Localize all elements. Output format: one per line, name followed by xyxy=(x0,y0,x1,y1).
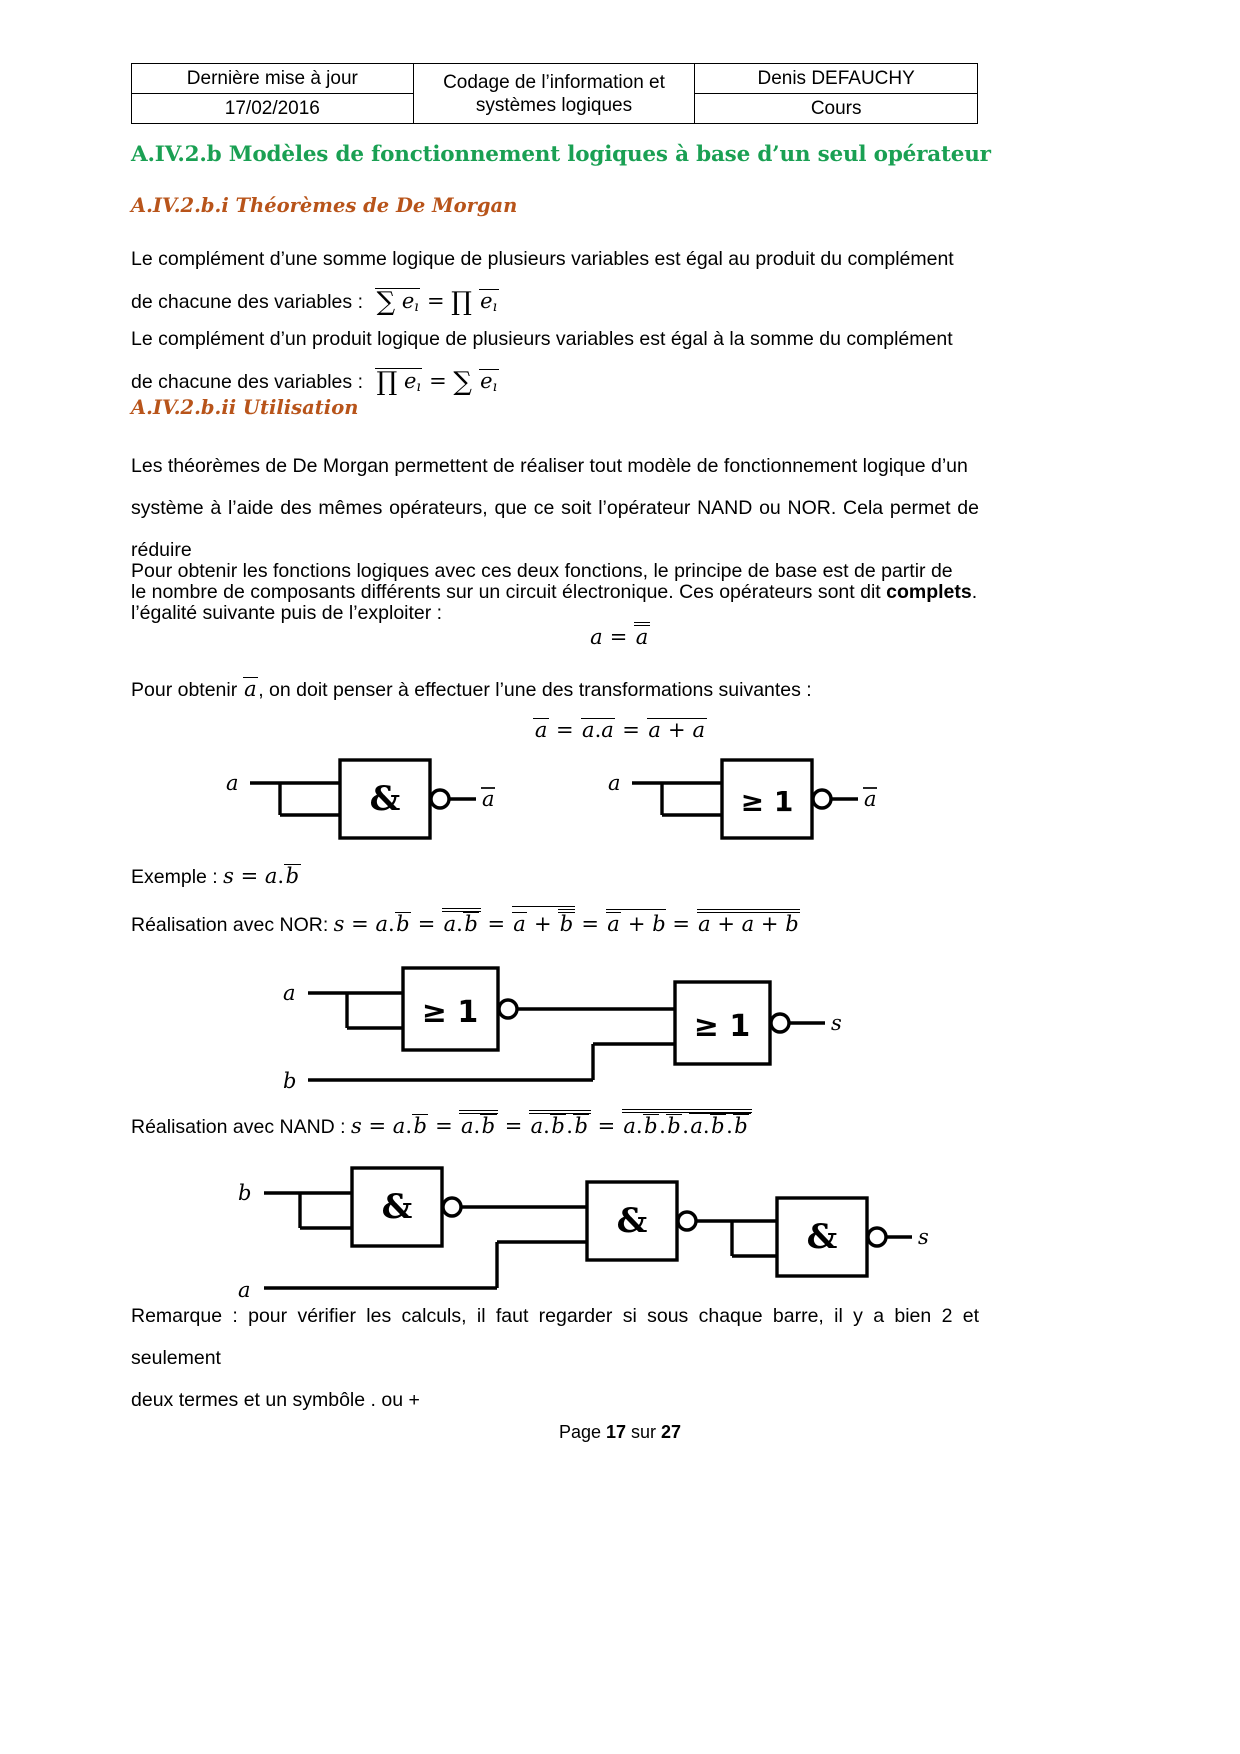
footer-page-number: 17 xyxy=(605,1422,627,1442)
paragraph-pour-obtenir-suffix: , on doit penser à effectuer l’une des transformations suivantes : xyxy=(258,679,812,701)
header-cell-last-update-label: Dernière mise à jour xyxy=(132,64,414,94)
nor-circuit-gate1-symbol: ≥ 1 xyxy=(421,995,479,1030)
formula-product-complement: ∏ $e_ı$ = ∑ $e_ı$ xyxy=(376,367,498,397)
paragraph-realisation-nand xyxy=(131,1105,979,1148)
formula-abar-transformations: a = a.a = a + a xyxy=(534,718,706,742)
exemple-label: Exemple : xyxy=(131,866,224,888)
header-title-line1: Codage de l’information et xyxy=(443,71,665,93)
header-title-line2: systèmes logiques xyxy=(475,94,633,116)
nor-gate-symbol: ≥ 1 xyxy=(740,785,794,818)
logic-diagram-nand-circuit xyxy=(232,1160,942,1305)
nor-inverter-input-label: a xyxy=(608,771,621,795)
realisation-nor-label: Réalisation avec NOR: xyxy=(131,914,334,936)
nor-circuit-output-label: s xyxy=(831,1011,842,1035)
nand-circuit-svg xyxy=(232,1160,942,1305)
realisation-nand-label: Réalisation avec NAND : xyxy=(131,1116,352,1138)
nor-circuit-svg xyxy=(275,960,875,1110)
paragraph-de-morgan-1 xyxy=(131,238,979,323)
remarque-line-1: Remarque : pour vérifier les calculs, il faut regarder si sous chaque barre, il y a bien 2 et seulement xyxy=(131,1305,979,1369)
header-cell-date: 17/02/2016 xyxy=(132,94,414,124)
logic-diagram-nor-inverter xyxy=(600,755,900,855)
paragraph-realisation-nor xyxy=(131,903,979,946)
footer-prefix: Page xyxy=(558,1422,606,1442)
paragraph-de-morgan-1-text: Le complément d’une somme logique de plusieurs variables est égal au produit du complément de chacune des variables : xyxy=(131,248,954,313)
nand-inverter-input-label: a xyxy=(226,771,239,795)
footer-total-pages: 27 xyxy=(661,1422,682,1442)
paragraph-pour-obtenir-abar xyxy=(131,668,979,711)
nor-circuit-input-a-label: a xyxy=(283,981,296,1005)
paragraph-pour-obtenir-prefix: Pour obtenir xyxy=(131,679,243,701)
logic-diagram-nor-circuit xyxy=(275,960,875,1110)
nand-circuit-input-a-label: a xyxy=(238,1278,251,1302)
paragraph-principe-line-2: l’égalité suivante puis de l’exploiter : xyxy=(131,602,443,624)
section-heading-sub-1: A.IV.2.b.i Théorèmes de De Morgan xyxy=(131,194,518,217)
formula-sum-complement: ∑ $e_ı$ = ∏ $e_ı$ xyxy=(376,287,498,317)
paragraph-remarque xyxy=(131,1295,979,1421)
exemple-formula: s = a.b xyxy=(223,864,300,888)
header-table xyxy=(131,63,978,124)
header-cell-title xyxy=(413,64,695,124)
realisation-nor-formula: s = a.b = a.b = a + b = a + b = a + a + b xyxy=(334,912,800,936)
nand-circuit-input-b-label: b xyxy=(238,1181,252,1205)
nand-inverter-svg xyxy=(218,755,508,855)
header-cell-doc-type: Cours xyxy=(695,94,978,124)
paragraph-utilisation-line-3-b: . xyxy=(971,581,978,603)
nor-inverter-svg xyxy=(600,755,900,855)
footer-middle: sur xyxy=(626,1422,662,1442)
section-heading-sub-2: A.IV.2.b.ii Utilisation xyxy=(131,396,359,419)
formula-a-equals-double-bar-a: a = a xyxy=(0,622,1240,650)
remarque-line-2: deux termes et un symbôle . ou + xyxy=(131,1389,420,1411)
paragraph-utilisation-line-2: système à l’aide des mêmes opérateurs, que ce soit l’opérateur NAND ou NOR. Cela permet de réduire xyxy=(131,497,979,561)
paragraph-exemple xyxy=(131,855,979,898)
nor-circuit-gate2-symbol: ≥ 1 xyxy=(693,1009,751,1044)
nand-gate-symbol: & xyxy=(369,779,401,819)
section-heading-main: A.IV.2.b Modèles de fonctionnement logiques à base d’un seul opérateur xyxy=(131,142,991,167)
paragraph-utilisation-bold-complets: complets xyxy=(886,581,972,603)
nor-circuit-input-b-label: b xyxy=(283,1069,297,1093)
logic-diagram-nand-inverter xyxy=(218,755,508,855)
inline-abar: a xyxy=(244,677,257,701)
paragraph-principe-line-1: Pour obtenir les fonctions logiques avec ces deux fonctions, le principe de base est de partir de xyxy=(131,560,953,582)
realisation-nand-formula: s = a.b = a.b = a.b.b = a.b.b.a.b.b xyxy=(351,1114,752,1138)
paragraph-de-morgan-2-text: Le complément d’un produit logique de plusieurs variables est égal à la somme du complément de chacune des variables : xyxy=(131,328,953,393)
header-cell-author: Denis DEFAUCHY xyxy=(695,64,978,94)
nand-circuit-gate1-symbol: & xyxy=(381,1187,413,1227)
nand-inverter-output-label: a xyxy=(482,787,495,811)
nand-circuit-gate2-symbol: & xyxy=(616,1201,648,1241)
header-row-1 xyxy=(132,64,978,94)
nor-inverter-output-label: a xyxy=(864,787,877,811)
paragraph-utilisation-line-1: Les théorèmes de De Morgan permettent de réaliser tout modèle de fonctionnement logique d’un xyxy=(131,455,968,477)
paragraph-utilisation-line-3-a: le nombre de composants différents sur un circuit électronique. Ces opérateurs sont dit xyxy=(131,581,887,603)
paragraph-de-morgan-2 xyxy=(131,318,979,403)
page-footer xyxy=(0,1422,1240,1443)
nand-circuit-gate3-symbol: & xyxy=(806,1217,838,1257)
nand-circuit-output-label: s xyxy=(918,1225,929,1249)
